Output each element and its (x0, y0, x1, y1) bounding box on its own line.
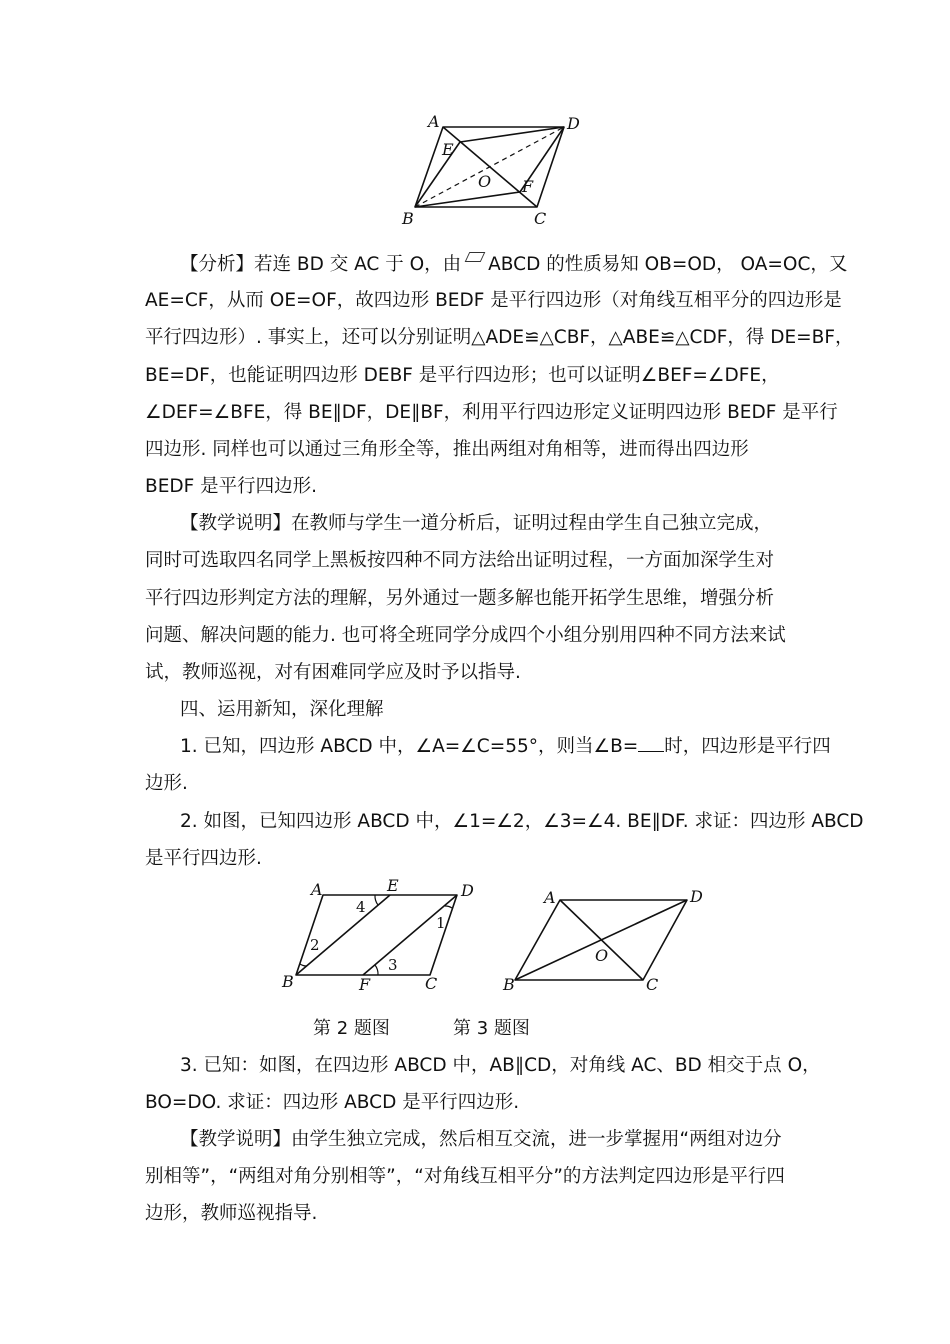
fig3-label-b: B (503, 975, 515, 994)
fig3-label-o: O (595, 946, 609, 965)
teaching-note-2-line-3: 边形，教师巡视指导. (145, 1203, 318, 1224)
answer-blank (638, 735, 664, 752)
fig1-label-c: C (534, 209, 547, 228)
fig1-label-e: E (442, 140, 454, 159)
figure-2-parallelogram (275, 875, 485, 995)
fig1-label-b: B (402, 209, 414, 228)
fig2-label-b: B (282, 972, 294, 991)
fig2-label-c: C (425, 974, 438, 993)
question-1-line-1 (180, 735, 850, 759)
analysis-line-5: ∠DEF=∠BFE，得 BE∥DF，DE∥BF，利用平行四边形定义证明四边形 BEDF 是平行 (145, 402, 838, 423)
fig2-angle-arc-3 (375, 965, 378, 975)
fig3-label-d: D (690, 887, 703, 906)
fig2-label-f: F (359, 975, 371, 994)
fig1-segment-bf (415, 192, 520, 207)
question-1-head: 1. 已知，四边形 ABCD 中，∠A=∠C=55°，则当∠B= (180, 736, 639, 757)
analysis-line-1-head: 【分析】若连 BD 交 AC 于 O，由 (180, 254, 462, 275)
analysis-line-3: 平行四边形）. 事实上，还可以分别证明△ADE≌△CBF，△ABE≌△CDF，得 DE=BF， (145, 327, 854, 348)
teaching-note-1-line-4: 问题、解决问题的能力. 也可将全班同学分成四个小组分别用四种不同方法来试 (145, 625, 786, 646)
figure-3-quadrilateral (495, 880, 715, 995)
teaching-note-1-line-1: 【教学说明】在教师与学生一道分析后，证明过程由学生自己独立完成， (180, 513, 773, 534)
fig3-label-c: C (646, 975, 659, 994)
figure-3-caption: 第 3 题图 (453, 1018, 530, 1039)
question-1-tail: 时，四边形是平行四 (664, 736, 831, 757)
analysis-line-7: BEDF 是平行四边形. (145, 476, 318, 497)
question-3-line-2: BO=DO. 求证：四边形 ABCD 是平行四边形. (145, 1092, 520, 1113)
fig2-angle-3: 3 (388, 956, 398, 974)
fig1-label-o: O (478, 172, 492, 191)
figure-2-caption: 第 2 题图 (313, 1018, 390, 1039)
fig2-angle-4: 4 (356, 898, 366, 916)
teaching-note-1-line-5: 试，教师巡视，对有困难同学应及时予以指导. (145, 662, 521, 683)
fig3-diagonal-bd (515, 900, 687, 980)
question-1-line-2: 边形. (145, 773, 188, 794)
fig2-angle-arc-2 (300, 964, 307, 966)
teaching-note-2-line-1: 【教学说明】由学生独立完成，然后相互交流，进一步掌握用“两组对边分 (180, 1129, 782, 1150)
analysis-line-2: AE=CF，从而 OE=OF，故四边形 BEDF 是平行四边形（对角线互相平分的四边形是 (145, 290, 842, 311)
teaching-note-2-line-2: 别相等”，“两组对角分别相等”，“对角线互相平分”的方法判定四边形是平行四 (145, 1166, 785, 1187)
fig2-angle-2: 2 (310, 936, 320, 954)
analysis-line-1 (180, 252, 850, 277)
figure-1-parallelogram (395, 105, 595, 230)
fig1-label-d: D (567, 114, 580, 133)
fig1-label-a: A (428, 112, 440, 131)
parallelogram-symbol (465, 252, 486, 262)
fig2-label-e: E (387, 876, 399, 895)
fig2-angle-1: 1 (436, 914, 446, 932)
question-2-line-1: 2. 如图，已知四边形 ABCD 中，∠1=∠2，∠3=∠4. BE∥DF. 求证：四边形 ABCD (180, 811, 864, 832)
fig1-segment-ed (460, 127, 564, 142)
analysis-line-6: 四边形. 同样也可以通过三角形全等，推出两组对角相等，进而得出四边形 (145, 439, 749, 460)
question-3-line-1: 3. 已知：如图，在四边形 ABCD 中，AB∥CD，对角线 AC、BD 相交于点 O， (180, 1055, 821, 1076)
fig2-label-d: D (461, 881, 474, 900)
fig2-label-a: A (311, 880, 323, 899)
analysis-line-4: BE=DF，也能证明四边形 DEBF 是平行四边形；也可以证明∠BEF=∠DFE， (145, 365, 780, 386)
teaching-note-1-line-2: 同时可选取四名同学上黑板按四种不同方法给出证明过程，一方面加深学生对 (145, 550, 775, 571)
fig2-angle-arc-4 (375, 895, 378, 905)
fig3-label-a: A (544, 888, 556, 907)
fig1-label-f: F (522, 177, 534, 196)
fig2-angle-arc-1 (445, 906, 452, 908)
question-2-line-2: 是平行四边形. (145, 848, 262, 869)
analysis-line-1-tail: ABCD 的性质易知 OB=OD， OA=OC，又 (488, 254, 848, 275)
section-heading: 四、运用新知，深化理解 (180, 699, 384, 720)
teaching-note-1-line-3: 平行四边形判定方法的理解，另外通过一题多解也能开拓学生思维，增强分析 (145, 588, 775, 609)
